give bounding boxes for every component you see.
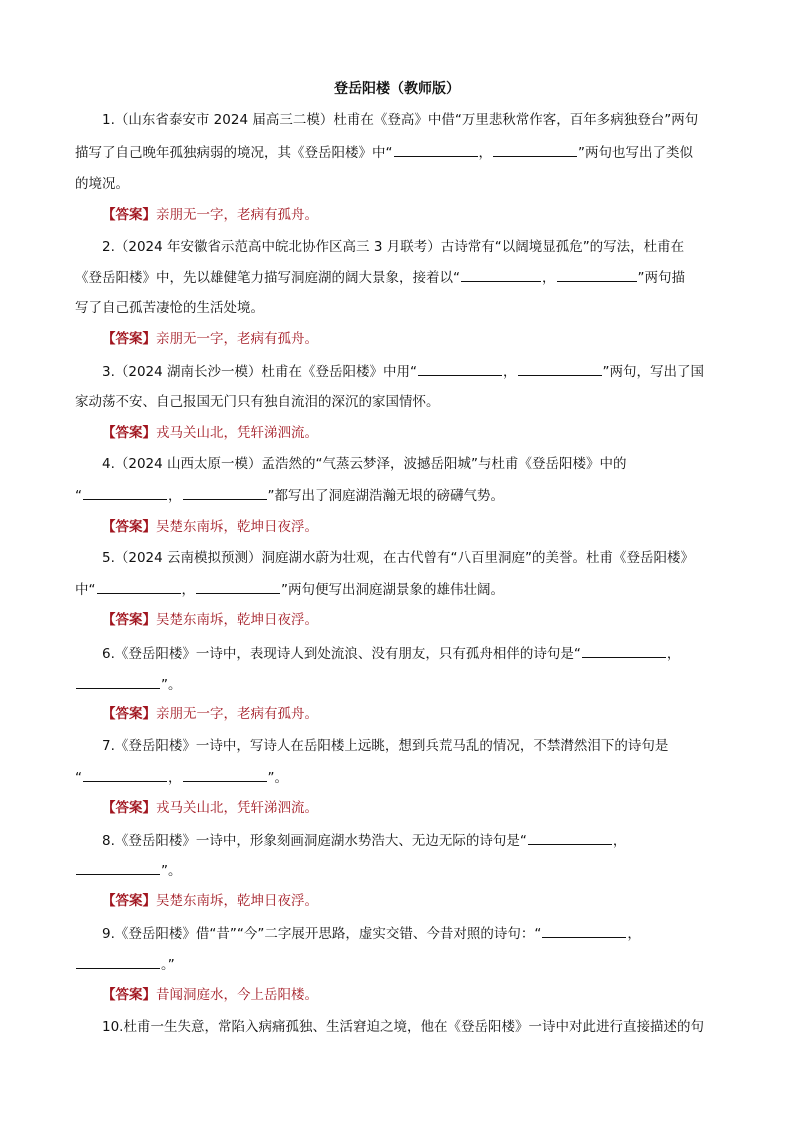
question-9-line-2: 。” [75, 953, 725, 976]
question-3-line-2: 家动荡不安、自己报国无门只有独自流泪的深沉的家国情怀。 [75, 394, 440, 410]
answer-blank[interactable] [394, 141, 478, 157]
answer-1: 【答案】亲朋无一字，老病有孤舟。 [102, 207, 318, 223]
question-2-line-3: 写了自己孤苦凄怆的生活处境。 [75, 300, 264, 316]
answer-blank[interactable] [83, 484, 167, 500]
question-4-line-1: 4.（2024 山西太原一模）孟浩然的“气蒸云梦泽，波撼岳阳城”与杜甫《登岳阳楼》中的 [102, 456, 627, 472]
answer-blank[interactable] [76, 859, 160, 875]
answer-blank[interactable] [528, 829, 612, 845]
question-2-line-1: 2.（2024 年安徽省示范高中皖北协作区高三 3 月联考）古诗常有“以阔境显孤危”的写法，杜甫在 [102, 239, 685, 255]
answer-5: 【答案】吴楚东南坼，乾坤日夜浮。 [102, 612, 318, 628]
answer-2: 【答案】亲朋无一字，老病有孤舟。 [102, 331, 318, 347]
question-8-line-1: 8.《登岳阳楼》一诗中，形象刻画洞庭湖水势浩大、无边无际的诗句是“ ， [102, 829, 722, 852]
answer-7: 【答案】戎马关山北，凭轩涕泗流。 [102, 800, 318, 816]
answer-blank[interactable] [183, 766, 267, 782]
answer-blank[interactable] [418, 360, 502, 376]
question-6-line-2: ”。 [75, 673, 725, 696]
question-7-line-2: “ ， ”。 [75, 766, 725, 789]
question-7-line-1: 7.《登岳阳楼》一诗中，写诗人在岳阳楼上远眺，想到兵荒马乱的情况，不禁潸然泪下的诗句是 [102, 738, 669, 754]
answer-blank[interactable] [461, 266, 541, 282]
question-8-line-2: ”。 [75, 859, 725, 882]
answer-4: 【答案】吴楚东南坼，乾坤日夜浮。 [102, 519, 318, 535]
answer-6: 【答案】亲朋无一字，老病有孤舟。 [102, 706, 318, 722]
answer-blank[interactable] [518, 360, 602, 376]
answer-9: 【答案】昔闻洞庭水，今上岳阳楼。 [102, 987, 318, 1003]
answer-blank[interactable] [97, 578, 181, 594]
question-1-line-3: 的境况。 [75, 176, 129, 192]
question-6-line-1: 6.《登岳阳楼》一诗中，表现诗人到处流浪、没有朋友，只有孤舟相伴的诗句是“ ， [102, 642, 722, 665]
question-1-line-2: 描写了自己晚年孤独病弱的境况，其《登岳阳楼》中“ ， ”两句也写出了类似 [75, 141, 725, 164]
answer-blank[interactable] [76, 673, 160, 689]
document-title: 登岳阳楼（教师版） [334, 81, 460, 97]
answer-blank[interactable] [542, 922, 626, 938]
answer-blank[interactable] [493, 141, 577, 157]
question-3-line-1: 3.（2024 湖南长沙一模）杜甫在《登岳阳楼》中用“ ， ”两句，写出了国 [102, 360, 722, 383]
question-4-line-2: “ ， ”都写出了洞庭湖浩瀚无垠的磅礴气势。 [75, 484, 725, 507]
question-5-line-2: 中“ ， ”两句便写出洞庭湖景象的雄伟壮阔。 [75, 578, 725, 601]
answer-3: 【答案】戎马关山北，凭轩涕泗流。 [102, 425, 318, 441]
question-5-line-1: 5.（2024 云南模拟预测）洞庭湖水蔚为壮观，在古代曾有“八百里洞庭”的美誉。杜甫《登岳阳楼》 [102, 550, 695, 566]
answer-blank[interactable] [183, 484, 267, 500]
answer-8: 【答案】吴楚东南坼，乾坤日夜浮。 [102, 893, 318, 909]
answer-blank[interactable] [76, 953, 160, 969]
answer-blank[interactable] [557, 266, 637, 282]
answer-blank[interactable] [582, 642, 666, 658]
answer-blank[interactable] [83, 766, 167, 782]
question-1-line-1: 1.（山东省泰安市 2024 届高三二模）杜甫在《登高》中借“万里悲秋常作客，百年多病独登台”两句 [102, 112, 699, 128]
question-2-line-2: 《登岳阳楼》中，先以雄健笔力描写洞庭湖的阔大景象，接着以“ ， ”两句描 [75, 266, 725, 289]
answer-blank[interactable] [196, 578, 280, 594]
question-9-line-1: 9.《登岳阳楼》借“昔”“今”二字展开思路，虚实交错、今昔对照的诗句：“ ， [102, 922, 722, 945]
question-10-line-1: 10.杜甫一生失意，常陷入病痛孤独、生活窘迫之境，他在《登岳阳楼》一诗中对此进行直接描述的句 [102, 1019, 704, 1035]
